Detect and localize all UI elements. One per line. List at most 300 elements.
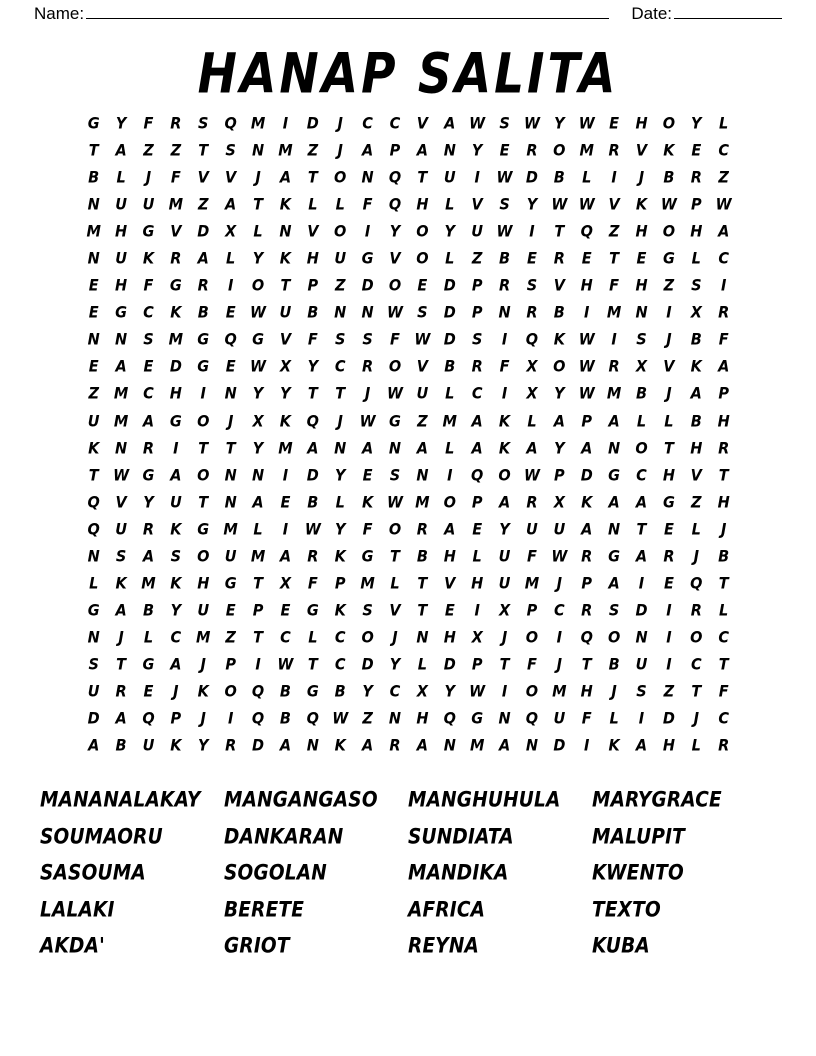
grid-cell[interactable]: U (334, 250, 347, 269)
grid-cell[interactable]: A (553, 412, 565, 431)
grid-cell[interactable]: Y (444, 682, 456, 701)
grid-cell[interactable]: Y (691, 114, 702, 133)
grid-cell[interactable]: U (142, 196, 155, 215)
grid-cell[interactable]: E (225, 304, 236, 323)
grid-cell[interactable]: J (118, 628, 124, 647)
grid-cell[interactable]: H (169, 385, 182, 404)
grid-cell[interactable]: A (444, 114, 456, 133)
grid-cell[interactable]: Z (691, 493, 702, 512)
grid-cell[interactable]: V (279, 331, 292, 350)
grid-cell[interactable]: N (87, 628, 100, 647)
grid-cell[interactable]: V (389, 601, 401, 620)
grid-cell[interactable]: Q (388, 196, 402, 215)
grid-cell[interactable]: J (200, 655, 206, 674)
grid-cell[interactable]: D (553, 737, 566, 755)
grid-cell[interactable]: G (197, 358, 210, 377)
grid-cell[interactable]: S (636, 682, 647, 701)
grid-cell[interactable]: S (608, 601, 620, 620)
grid-cell[interactable]: E (609, 114, 620, 133)
grid-cell[interactable]: B (635, 385, 648, 404)
grid-cell[interactable]: G (608, 547, 621, 566)
grid-cell[interactable]: M (250, 114, 266, 133)
grid-cell[interactable]: M (113, 412, 129, 431)
grid-cell[interactable]: Z (417, 412, 428, 431)
grid-cell[interactable]: G (142, 223, 155, 242)
grid-cell[interactable]: L (719, 114, 729, 133)
grid-cell[interactable]: J (337, 412, 343, 431)
grid-cell[interactable]: S (526, 277, 538, 296)
grid-cell[interactable]: K (115, 574, 127, 593)
grid-cell[interactable]: P (389, 142, 401, 160)
grid-cell[interactable]: B (115, 737, 127, 755)
grid-cell[interactable]: Z (663, 682, 675, 701)
grid-cell[interactable]: V (635, 142, 648, 160)
grid-cell[interactable]: B (690, 412, 702, 431)
grid-cell[interactable]: D (443, 277, 456, 296)
word-list-item[interactable]: KUBA (592, 934, 650, 959)
grid-cell[interactable]: S (389, 466, 401, 485)
grid-cell[interactable]: W (578, 331, 595, 350)
grid-cell[interactable]: Y (334, 520, 346, 539)
grid-cell[interactable]: Z (334, 277, 346, 296)
grid-cell[interactable]: Q (87, 520, 100, 539)
grid-cell[interactable]: H (443, 547, 456, 566)
grid-cell[interactable]: E (280, 601, 291, 620)
grid-cell[interactable]: N (115, 439, 128, 458)
word-list-item[interactable]: KWENTO (592, 861, 684, 886)
grid-cell[interactable]: E (143, 358, 154, 377)
grid-cell[interactable]: L (691, 520, 701, 539)
grid-cell[interactable]: J (337, 114, 343, 133)
grid-cell[interactable]: A (225, 196, 237, 215)
grid-cell[interactable]: W (386, 385, 403, 404)
grid-cell[interactable]: I (255, 655, 261, 674)
grid-cell[interactable]: W (578, 196, 595, 215)
grid-cell[interactable]: W (496, 169, 513, 188)
grid-cell[interactable]: G (169, 412, 182, 431)
grid-cell[interactable]: I (200, 385, 206, 404)
grid-cell[interactable]: D (306, 114, 319, 133)
grid-cell[interactable]: Z (362, 710, 373, 728)
grid-cell[interactable]: B (307, 493, 319, 512)
grid-cell[interactable]: E (444, 601, 455, 620)
grid-cell[interactable]: L (417, 655, 427, 674)
grid-cell[interactable]: T (663, 439, 674, 458)
grid-cell[interactable]: H (635, 114, 648, 133)
grid-cell[interactable]: E (88, 277, 99, 296)
grid-cell[interactable]: I (638, 574, 645, 593)
grid-cell[interactable]: P (471, 277, 483, 296)
grid-cell[interactable]: A (635, 493, 648, 512)
grid-cell[interactable]: O (525, 628, 539, 647)
grid-cell[interactable]: D (361, 655, 374, 674)
grid-cell[interactable]: T (307, 385, 318, 404)
grid-cell[interactable]: M (278, 142, 293, 160)
grid-cell[interactable]: J (227, 412, 234, 431)
grid-cell[interactable]: Y (389, 223, 401, 242)
grid-cell[interactable]: G (252, 331, 264, 350)
grid-cell[interactable]: T (253, 196, 263, 215)
grid-cell[interactable]: B (444, 358, 456, 377)
grid-cell[interactable]: O (553, 142, 566, 160)
grid-cell[interactable]: L (445, 250, 455, 269)
grid-cell[interactable]: J (666, 385, 672, 404)
grid-cell[interactable]: Z (608, 223, 620, 242)
grid-cell[interactable]: K (197, 682, 209, 701)
grid-cell[interactable]: R (225, 737, 237, 755)
grid-cell[interactable]: S (417, 304, 428, 323)
grid-cell[interactable]: R (718, 737, 730, 755)
grid-cell[interactable]: O (197, 412, 210, 431)
grid-cell[interactable]: J (693, 547, 699, 566)
grid-cell[interactable]: N (361, 304, 374, 323)
grid-cell[interactable]: Z (143, 142, 154, 160)
date-input-line[interactable] (674, 4, 782, 19)
grid-cell[interactable]: Y (471, 142, 483, 160)
grid-cell[interactable]: D (87, 710, 100, 728)
grid-cell[interactable]: B (553, 169, 565, 188)
grid-cell[interactable]: F (143, 114, 154, 133)
grid-cell[interactable]: C (718, 142, 729, 160)
grid-cell[interactable]: C (718, 250, 729, 269)
grid-cell[interactable]: G (115, 304, 128, 323)
grid-cell[interactable]: J (638, 169, 645, 188)
grid-cell[interactable]: H (717, 412, 730, 431)
grid-cell[interactable]: A (471, 439, 483, 458)
grid-cell[interactable]: D (443, 331, 456, 350)
grid-cell[interactable]: H (443, 628, 456, 647)
grid-cell[interactable]: K (170, 304, 182, 323)
grid-cell[interactable]: R (115, 682, 127, 701)
grid-cell[interactable]: C (690, 655, 702, 674)
grid-cell[interactable]: V (170, 223, 182, 242)
grid-cell[interactable]: T (198, 439, 209, 458)
grid-cell[interactable]: U (279, 304, 292, 323)
word-list-item[interactable]: AFRICA (408, 897, 486, 922)
grid-cell[interactable]: O (224, 682, 237, 701)
grid-cell[interactable]: Z (198, 196, 209, 215)
grid-cell[interactable]: E (143, 682, 154, 701)
grid-cell[interactable]: L (335, 196, 345, 215)
grid-cell[interactable]: W (660, 196, 677, 215)
grid-cell[interactable]: K (334, 547, 346, 566)
grid-cell[interactable]: S (691, 277, 702, 296)
grid-cell[interactable]: B (690, 331, 702, 350)
grid-cell[interactable]: W (250, 304, 267, 323)
grid-cell[interactable]: A (279, 169, 292, 188)
grid-cell[interactable]: E (691, 142, 702, 160)
grid-cell[interactable]: I (638, 710, 645, 728)
word-list-item[interactable]: MANANALAKAY (40, 788, 201, 813)
grid-cell[interactable]: K (170, 737, 182, 755)
grid-cell[interactable]: C (389, 114, 401, 133)
grid-cell[interactable]: E (225, 358, 236, 377)
grid-cell[interactable]: M (469, 737, 485, 755)
grid-cell[interactable]: C (554, 601, 565, 620)
grid-cell[interactable]: K (88, 439, 100, 458)
grid-cell[interactable]: A (115, 601, 127, 620)
grid-cell[interactable]: U (224, 547, 237, 566)
grid-cell[interactable]: G (142, 466, 155, 485)
grid-cell[interactable]: C (280, 628, 291, 647)
grid-cell[interactable]: M (223, 520, 238, 539)
grid-cell[interactable]: H (717, 493, 730, 512)
grid-cell[interactable]: A (718, 358, 730, 377)
grid-cell[interactable]: J (556, 655, 563, 674)
grid-cell[interactable]: Q (306, 710, 319, 728)
grid-cell[interactable]: N (608, 520, 621, 539)
grid-cell[interactable]: U (498, 574, 511, 593)
grid-cell[interactable]: R (362, 358, 374, 377)
grid-cell[interactable]: H (115, 277, 128, 296)
grid-cell[interactable]: X (416, 682, 428, 701)
grid-cell[interactable]: E (499, 142, 510, 160)
grid-cell[interactable]: N (87, 547, 100, 566)
grid-cell[interactable]: L (226, 250, 236, 269)
grid-cell[interactable]: O (607, 628, 621, 647)
grid-cell[interactable]: T (225, 439, 236, 458)
grid-cell[interactable]: O (662, 223, 676, 242)
grid-cell[interactable]: A (635, 737, 648, 755)
grid-cell[interactable]: G (361, 250, 374, 269)
grid-cell[interactable]: R (389, 737, 401, 755)
grid-cell[interactable]: H (416, 196, 429, 215)
grid-cell[interactable]: A (690, 385, 702, 404)
grid-cell[interactable]: R (608, 142, 620, 160)
word-list-item[interactable]: SOGOLAN (224, 861, 327, 886)
grid-cell[interactable]: N (334, 439, 347, 458)
grid-cell[interactable]: R (416, 520, 428, 539)
grid-cell[interactable]: E (526, 250, 537, 269)
grid-cell[interactable]: G (197, 520, 210, 539)
grid-cell[interactable]: A (635, 547, 648, 566)
grid-cell[interactable]: X (279, 574, 292, 593)
grid-cell[interactable]: X (553, 493, 565, 512)
grid-cell[interactable]: Q (580, 628, 593, 647)
grid-cell[interactable]: I (501, 385, 508, 404)
grid-cell[interactable]: L (253, 223, 263, 242)
grid-cell[interactable]: V (444, 574, 456, 593)
grid-cell[interactable]: K (334, 601, 346, 620)
grid-cell[interactable]: O (498, 466, 511, 485)
grid-cell[interactable]: S (499, 114, 510, 133)
grid-cell[interactable]: A (498, 493, 511, 512)
grid-cell[interactable]: W (715, 196, 732, 215)
grid-cell[interactable]: R (142, 439, 155, 458)
grid-cell[interactable]: L (445, 196, 455, 215)
grid-cell[interactable]: B (142, 601, 154, 620)
grid-cell[interactable]: O (334, 169, 347, 188)
word-search-grid[interactable] (80, 111, 736, 760)
grid-cell[interactable]: U (115, 196, 127, 215)
grid-cell[interactable]: U (498, 547, 511, 566)
grid-cell[interactable]: I (666, 601, 672, 620)
word-list-item[interactable]: SUNDIATA (408, 824, 514, 849)
grid-cell[interactable]: N (361, 169, 374, 188)
grid-cell[interactable]: U (87, 682, 100, 701)
grid-cell[interactable]: A (115, 358, 127, 377)
grid-cell[interactable]: W (277, 655, 294, 674)
grid-cell[interactable]: V (553, 277, 565, 296)
grid-cell[interactable]: J (666, 331, 672, 350)
grid-cell[interactable]: A (416, 737, 428, 755)
grid-cell[interactable]: H (197, 574, 210, 593)
grid-cell[interactable]: O (553, 358, 566, 377)
grid-cell[interactable]: H (662, 737, 675, 755)
grid-cell[interactable]: A (471, 412, 483, 431)
grid-cell[interactable]: V (307, 223, 319, 242)
grid-cell[interactable]: T (581, 655, 592, 674)
grid-cell[interactable]: I (666, 628, 672, 647)
grid-cell[interactable]: K (498, 412, 511, 431)
grid-cell[interactable]: U (553, 520, 566, 539)
grid-cell[interactable]: C (718, 628, 729, 647)
grid-cell[interactable]: M (250, 547, 266, 566)
grid-cell[interactable]: T (390, 547, 400, 566)
grid-cell[interactable]: M (278, 439, 293, 458)
grid-cell[interactable]: S (170, 547, 182, 566)
grid-cell[interactable]: V (115, 493, 127, 512)
grid-cell[interactable]: J (693, 710, 699, 728)
grid-cell[interactable]: T (253, 574, 263, 593)
grid-cell[interactable]: N (443, 737, 456, 755)
grid-cell[interactable]: Q (580, 223, 593, 242)
grid-cell[interactable]: D (361, 277, 374, 296)
grid-cell[interactable]: G (306, 682, 319, 701)
grid-cell[interactable]: U (471, 223, 484, 242)
grid-cell[interactable]: W (469, 682, 486, 701)
grid-cell[interactable]: Y (198, 737, 209, 755)
grid-cell[interactable]: T (417, 601, 428, 620)
grid-cell[interactable]: B (307, 304, 319, 323)
grid-cell[interactable]: L (445, 439, 455, 458)
grid-cell[interactable]: Y (499, 520, 510, 539)
grid-cell[interactable]: O (197, 547, 210, 566)
grid-cell[interactable]: I (227, 710, 234, 728)
grid-cell[interactable]: R (142, 520, 155, 539)
grid-cell[interactable]: Y (444, 223, 456, 242)
grid-cell[interactable]: L (472, 547, 482, 566)
grid-cell[interactable]: K (279, 412, 292, 431)
grid-cell[interactable]: I (501, 331, 508, 350)
grid-cell[interactable]: T (718, 574, 729, 593)
grid-cell[interactable]: N (87, 196, 100, 215)
grid-cell[interactable]: J (611, 682, 617, 701)
grid-cell[interactable]: A (197, 250, 209, 269)
grid-cell[interactable]: N (635, 628, 648, 647)
grid-cell[interactable]: N (334, 304, 347, 323)
grid-cell[interactable]: E (362, 466, 373, 485)
grid-cell[interactable]: S (499, 196, 510, 215)
grid-cell[interactable]: Z (471, 250, 483, 269)
grid-cell[interactable]: W (578, 114, 595, 133)
grid-cell[interactable]: S (362, 331, 373, 350)
grid-cell[interactable]: T (417, 169, 428, 188)
grid-cell[interactable]: W (496, 223, 513, 242)
word-list-item[interactable]: SASOUMA (40, 861, 146, 886)
grid-cell[interactable]: K (334, 737, 346, 755)
grid-cell[interactable]: Y (362, 682, 373, 701)
grid-cell[interactable]: V (197, 169, 209, 188)
grid-cell[interactable]: V (416, 114, 428, 133)
grid-cell[interactable]: R (471, 358, 483, 377)
grid-cell[interactable]: A (581, 520, 593, 539)
grid-cell[interactable]: A (88, 737, 100, 755)
grid-cell[interactable]: N (608, 439, 621, 458)
grid-cell[interactable]: M (552, 682, 567, 701)
grid-cell[interactable]: B (416, 547, 428, 566)
grid-cell[interactable]: U (169, 493, 182, 512)
grid-cell[interactable]: A (361, 439, 374, 458)
grid-cell[interactable]: K (581, 493, 593, 512)
grid-cell[interactable]: A (608, 493, 620, 512)
grid-cell[interactable]: J (200, 710, 206, 728)
grid-cell[interactable]: J (173, 682, 179, 701)
grid-cell[interactable]: A (279, 737, 292, 755)
grid-cell[interactable]: R (526, 304, 538, 323)
grid-cell[interactable]: C (471, 385, 483, 404)
grid-cell[interactable]: D (635, 601, 648, 620)
grid-cell[interactable]: N (416, 466, 429, 485)
grid-cell[interactable]: U (142, 737, 155, 755)
grid-cell[interactable]: W (113, 466, 130, 485)
grid-cell[interactable]: V (690, 466, 702, 485)
grid-cell[interactable]: P (334, 574, 346, 593)
grid-cell[interactable]: Z (225, 628, 236, 647)
grid-cell[interactable]: I (282, 520, 289, 539)
grid-cell[interactable]: T (335, 385, 346, 404)
grid-cell[interactable]: Q (388, 169, 402, 188)
grid-cell[interactable]: I (720, 277, 727, 296)
grid-cell[interactable]: V (389, 250, 401, 269)
grid-cell[interactable]: W (386, 493, 403, 512)
grid-cell[interactable]: Q (224, 114, 237, 133)
grid-cell[interactable]: D (443, 304, 456, 323)
grid-cell[interactable]: F (581, 710, 592, 728)
grid-cell[interactable]: T (116, 655, 127, 674)
grid-cell[interactable]: R (690, 601, 702, 620)
grid-cell[interactable]: N (224, 385, 237, 404)
grid-cell[interactable]: B (279, 710, 291, 728)
grid-cell[interactable]: G (169, 277, 182, 296)
grid-cell[interactable]: H (635, 277, 648, 296)
grid-cell[interactable]: U (553, 710, 566, 728)
grid-cell[interactable]: S (636, 331, 647, 350)
grid-cell[interactable]: T (88, 142, 99, 160)
grid-cell[interactable]: O (525, 682, 539, 701)
grid-cell[interactable]: Y (115, 114, 127, 133)
grid-cell[interactable]: P (471, 493, 483, 512)
grid-cell[interactable]: U (416, 385, 429, 404)
grid-cell[interactable]: N (525, 737, 539, 755)
grid-cell[interactable]: W (386, 304, 403, 323)
grid-cell[interactable]: F (499, 358, 510, 377)
grid-cell[interactable]: E (663, 574, 674, 593)
grid-cell[interactable]: A (718, 223, 730, 242)
grid-cell[interactable]: N (388, 710, 402, 728)
grid-cell[interactable]: R (170, 250, 182, 269)
word-list-item[interactable]: MANGHUHULA (408, 788, 561, 813)
grid-cell[interactable]: I (529, 223, 535, 242)
grid-cell[interactable]: O (443, 493, 456, 512)
grid-cell[interactable]: M (196, 628, 211, 647)
grid-cell[interactable]: G (608, 466, 621, 485)
grid-cell[interactable]: L (89, 574, 99, 593)
grid-cell[interactable]: E (417, 277, 428, 296)
grid-cell[interactable]: J (337, 142, 343, 160)
grid-cell[interactable]: N (416, 628, 429, 647)
grid-cell[interactable]: C (718, 710, 729, 728)
